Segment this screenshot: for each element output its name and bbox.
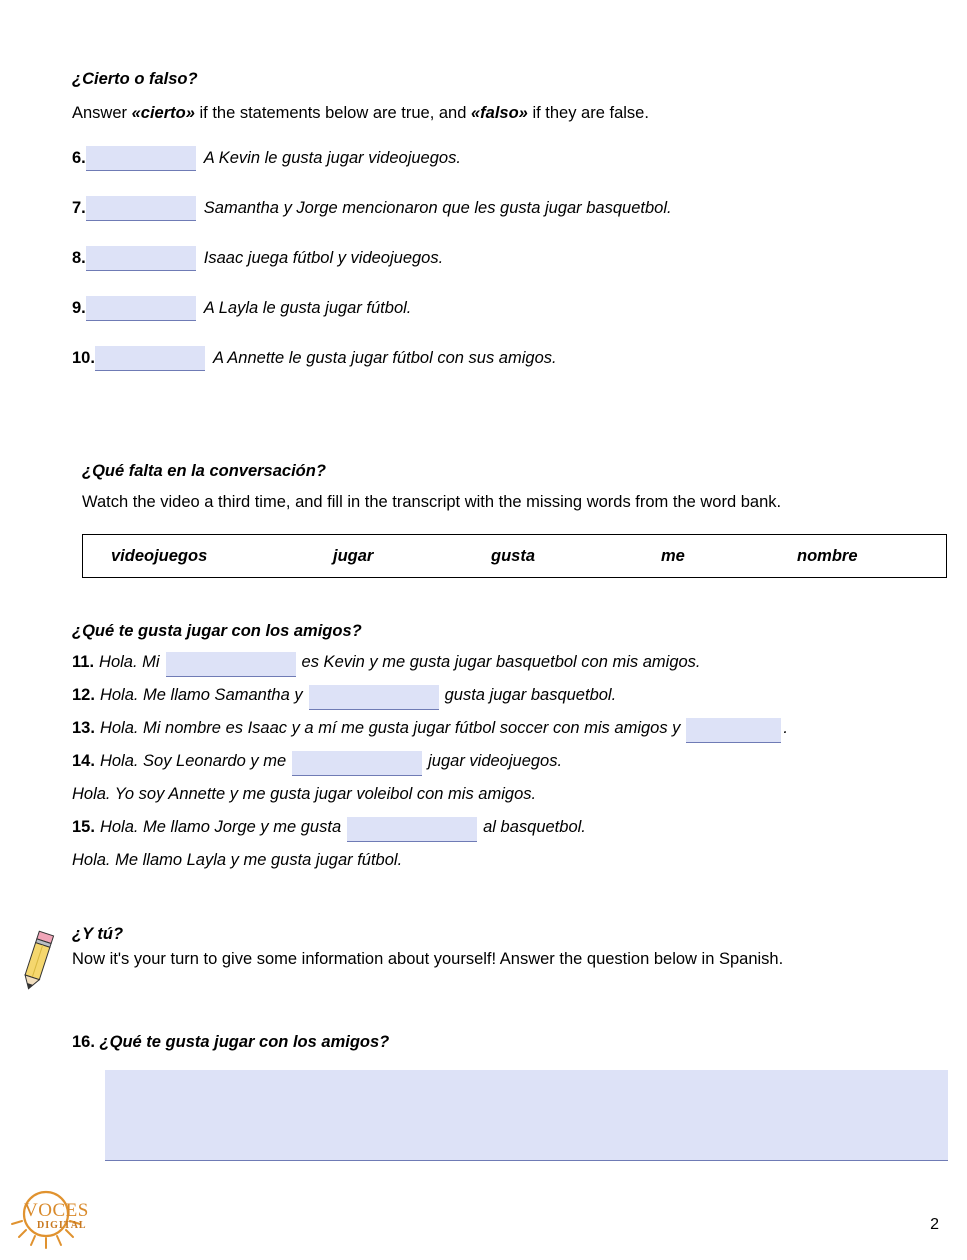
cierto-falso-item <box>72 346 912 371</box>
word-bank-item-1: videojuegos <box>111 546 208 565</box>
logo-wordmark <box>24 1200 89 1231</box>
logo-digital-text: DIGITAL <box>37 1220 87 1231</box>
item-number: 7. <box>72 199 86 218</box>
instr-part-2: if the statements below are true, and <box>194 104 471 122</box>
line-number: 11. <box>72 653 95 672</box>
item-number: 10. <box>72 349 95 368</box>
line-pre-text: Hola. Mi nombre es Isaac y a mí me gusta jugar fútbol soccer con mis amigos y <box>99 719 681 738</box>
section-que-falta-instructions: Watch the video a third time, and fill in the transcript with the missing words from the word bank. <box>82 493 782 511</box>
word-bank-item-3: gusta <box>491 546 536 565</box>
question-16 <box>72 1033 389 1052</box>
answer-blank-8[interactable] <box>86 246 196 271</box>
item-statement: Samantha y Jorge mencionaron que les gusta jugar basquetbol. <box>203 199 672 218</box>
section-y-tu-title: ¿Y tú? <box>72 925 124 943</box>
cierto-falso-item <box>72 246 912 271</box>
transcript-line-annette <box>72 782 952 807</box>
question-16-text: ¿Qué te gusta jugar con los amigos? <box>99 1033 390 1051</box>
answer-blank-10[interactable] <box>95 346 205 371</box>
item-statement: A Kevin le gusta jugar videojuegos. <box>203 149 461 168</box>
item-number: 9. <box>72 299 86 318</box>
line-number: 14. <box>72 752 95 771</box>
line-pre-text: Hola. Me llamo Samantha y <box>99 686 303 705</box>
line-number: 12. <box>72 686 95 705</box>
section-cierto-falso-instructions <box>72 103 912 124</box>
line-pre-text: Hola. Mi <box>99 653 160 672</box>
transcript-blank-12[interactable] <box>309 685 439 710</box>
line-text: Hola. Me llamo Layla y me gusta jugar fútbol. <box>72 850 403 869</box>
instr-falso: «falso» <box>470 104 528 122</box>
transcript-blank-13[interactable] <box>686 718 781 743</box>
section-y-tu-instructions: Now it's your turn to give some information about yourself! Answer the question below in Spanish. <box>72 950 784 968</box>
transcript-line-14 <box>72 749 952 774</box>
voces-digital-logo <box>8 1188 128 1252</box>
item-statement: Isaac juega fútbol y videojuegos. <box>203 249 444 268</box>
answer-blank-7[interactable] <box>86 196 196 221</box>
line-post-text: jugar videojuegos. <box>428 752 563 771</box>
line-post-text: al basquetbol. <box>483 817 586 836</box>
line-pre-text: Hola. Me llamo Jorge y me gusta <box>99 817 342 836</box>
word-bank-item-5: nombre <box>797 546 858 565</box>
line-post-text: gusta jugar basquetbol. <box>444 686 617 705</box>
section-cierto-falso-title: ¿Cierto o falso? <box>72 70 198 88</box>
word-bank-item-4: me <box>661 546 685 565</box>
cierto-falso-item <box>72 146 912 171</box>
cierto-falso-item <box>72 196 912 221</box>
line-number: 13. <box>72 719 95 738</box>
item-number: 6. <box>72 149 86 168</box>
transcript-line-12 <box>72 683 952 708</box>
line-text: Hola. Yo soy Annette y me gusta jugar voleibol con mis amigos. <box>72 785 537 803</box>
transcript-line-15 <box>72 815 952 840</box>
section-cierto-falso <box>72 70 912 396</box>
transcript-blank-15[interactable] <box>347 817 477 842</box>
transcript-blank-11[interactable] <box>166 652 296 677</box>
transcript-line-layla <box>72 848 952 873</box>
line-number: 15. <box>72 817 95 836</box>
section-y-tu <box>72 925 952 972</box>
line-post-text: es Kevin y me gusta jugar basquetbol con mis amigos. <box>301 653 701 672</box>
item-number: 8. <box>72 249 86 268</box>
transcript-title: ¿Qué te gusta jugar con los amigos? <box>72 622 362 640</box>
page-number: 2 <box>930 1216 939 1233</box>
logo-voces-text: VOCES <box>24 1200 89 1221</box>
section-transcript <box>72 622 952 881</box>
section-que-falta-title: ¿Qué falta en la conversación? <box>82 462 326 480</box>
section-que-falta <box>82 462 952 578</box>
line-post-text: . <box>783 719 789 738</box>
instr-part-1: Answer <box>72 104 132 122</box>
word-bank <box>82 534 947 578</box>
question-16-number: 16. <box>72 1033 95 1051</box>
item-statement: A Annette le gusta jugar fútbol con sus amigos. <box>212 349 557 368</box>
word-bank-item-2: jugar <box>333 546 374 565</box>
answer-box-16[interactable] <box>105 1070 948 1161</box>
cierto-falso-item <box>72 296 912 321</box>
item-statement: A Layla le gusta jugar fútbol. <box>203 299 412 318</box>
instr-cierto: «cierto» <box>131 104 195 122</box>
answer-blank-9[interactable] <box>86 296 196 321</box>
line-pre-text: Hola. Soy Leonardo y me <box>99 752 287 771</box>
answer-blank-6[interactable] <box>86 146 196 171</box>
instr-part-3: if they are false. <box>527 104 649 122</box>
pencil-icon <box>14 928 60 994</box>
transcript-line-13 <box>72 716 952 741</box>
transcript-line-11 <box>72 650 952 675</box>
transcript-blank-14[interactable] <box>292 751 422 776</box>
